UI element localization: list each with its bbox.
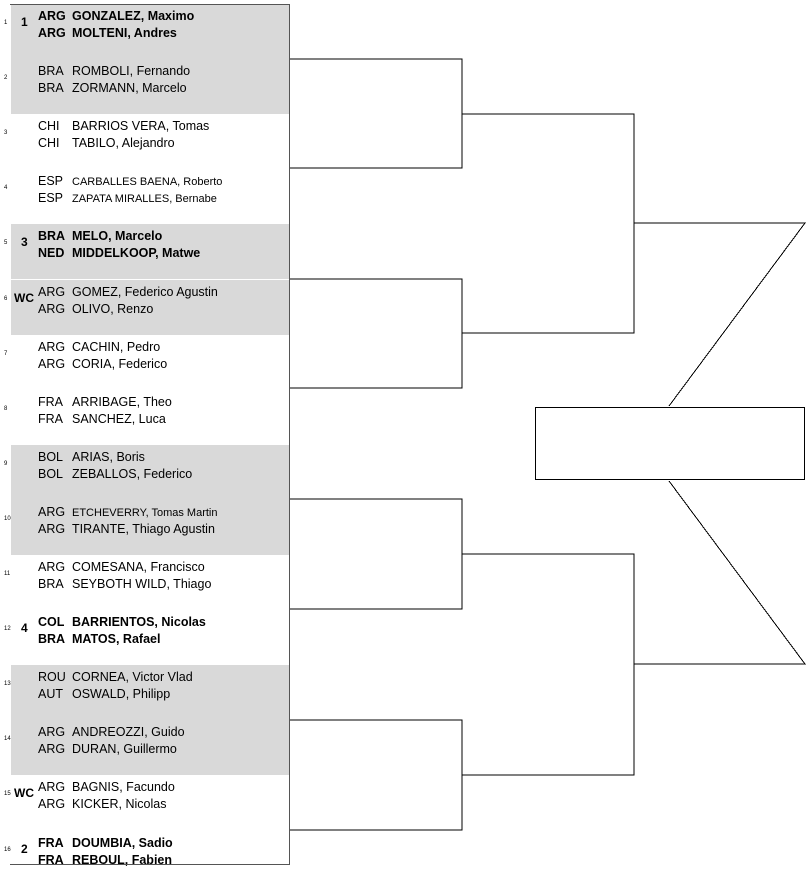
draw-row bbox=[4, 390, 290, 445]
player-line bbox=[38, 228, 162, 244]
player-nationality: ARG bbox=[38, 560, 66, 574]
player-nationality: COL bbox=[38, 615, 65, 630]
player-line bbox=[38, 466, 192, 482]
draw-row bbox=[4, 555, 290, 610]
player-line bbox=[38, 63, 190, 79]
player-line bbox=[38, 245, 200, 261]
player-line bbox=[38, 301, 153, 317]
player-name: MIDDELKOOP, Matwe bbox=[72, 246, 201, 261]
player-name: MELO, Marcelo bbox=[72, 229, 163, 244]
player-name: REBOUL, Fabien bbox=[72, 852, 173, 867]
draw-row bbox=[4, 665, 290, 720]
player-line bbox=[38, 449, 145, 465]
draw-position: 6 bbox=[4, 295, 8, 302]
draw-row bbox=[4, 831, 290, 886]
bracket-connector bbox=[462, 554, 634, 775]
player-name: OLIVO, Renzo bbox=[72, 301, 154, 316]
player-name: ROMBOLI, Fernando bbox=[72, 64, 191, 79]
player-name: SANCHEZ, Luca bbox=[72, 411, 166, 426]
player-nationality: FRA bbox=[38, 394, 63, 409]
player-line bbox=[38, 394, 172, 410]
player-line bbox=[38, 504, 218, 521]
player-name: CARBALLES BAENA, Roberto bbox=[72, 176, 223, 189]
player-line bbox=[38, 559, 205, 575]
draw-row bbox=[4, 169, 290, 224]
player-name: DURAN, Guillermo bbox=[72, 742, 177, 757]
player-nationality: ARG bbox=[38, 284, 66, 299]
player-nationality: ARG bbox=[38, 521, 66, 536]
player-nationality: NED bbox=[38, 246, 65, 261]
player-nationality: ARG bbox=[38, 356, 66, 371]
draw-position: 14 bbox=[4, 736, 11, 743]
draw-row bbox=[4, 114, 290, 169]
player-nationality: ARG bbox=[38, 780, 66, 795]
player-name: MOLTENI, Andres bbox=[72, 26, 177, 40]
player-line bbox=[38, 118, 209, 134]
seed-label: 1 bbox=[21, 15, 28, 29]
player-nationality: CHI bbox=[38, 136, 60, 151]
player-nationality: ARG bbox=[38, 797, 66, 812]
seed-label: WC bbox=[14, 290, 34, 305]
player-line bbox=[38, 411, 166, 427]
player-nationality: ARG bbox=[38, 742, 66, 757]
player-nationality: FRA bbox=[38, 835, 64, 850]
player-nationality: ARG bbox=[38, 339, 66, 354]
seed-label: WC bbox=[14, 786, 34, 801]
draw-row bbox=[4, 59, 290, 114]
draw-row bbox=[4, 500, 290, 555]
player-name: CACHIN, Pedro bbox=[72, 339, 161, 354]
bracket-connector bbox=[634, 481, 805, 664]
player-name: KICKER, Nicolas bbox=[72, 797, 167, 812]
player-name: TIRANTE, Thiago Agustin bbox=[72, 521, 215, 536]
player-line bbox=[38, 614, 206, 630]
bracket-connector bbox=[290, 720, 462, 830]
player-nationality: AUT bbox=[38, 687, 63, 702]
player-nationality: BRA bbox=[38, 229, 66, 244]
bracket-connector bbox=[290, 59, 462, 168]
draw-row bbox=[4, 610, 290, 665]
player-name: CORNEA, Victor Vlad bbox=[72, 670, 193, 685]
bracket-connector bbox=[634, 223, 805, 406]
player-line bbox=[38, 339, 160, 355]
player-line bbox=[38, 25, 177, 41]
player-nationality: BRA bbox=[38, 577, 64, 591]
draw-row bbox=[4, 224, 290, 279]
player-nationality: ARG bbox=[38, 504, 66, 519]
player-line bbox=[38, 631, 160, 647]
bracket-connector bbox=[462, 114, 634, 333]
bracket-connector bbox=[290, 499, 462, 609]
draw-row bbox=[4, 445, 290, 500]
bracket-connector bbox=[290, 279, 462, 388]
draw-row bbox=[4, 280, 290, 335]
player-name: ARIAS, Boris bbox=[72, 449, 145, 464]
draw-position: 5 bbox=[4, 240, 8, 247]
player-line bbox=[38, 576, 211, 592]
player-name: BARRIENTOS, Nicolas bbox=[72, 615, 206, 630]
player-name: DOUMBIA, Sadio bbox=[72, 835, 173, 850]
player-line bbox=[38, 80, 187, 96]
player-nationality: ESP bbox=[38, 174, 64, 189]
draw-position: 9 bbox=[4, 460, 8, 467]
draw-row bbox=[4, 775, 290, 830]
player-name: BAGNIS, Facundo bbox=[72, 780, 175, 795]
player-line bbox=[38, 135, 175, 151]
player-line bbox=[38, 779, 175, 795]
player-nationality: FRA bbox=[38, 852, 64, 867]
draw-position: 1 bbox=[4, 20, 8, 26]
player-nationality: BOL bbox=[38, 466, 64, 481]
player-nationality: BRA bbox=[38, 64, 64, 79]
player-name: COMESANA, Francisco bbox=[72, 560, 205, 574]
player-nationality: ARG bbox=[38, 725, 66, 740]
seed-label: 4 bbox=[21, 621, 28, 636]
player-nationality: ARG bbox=[38, 9, 66, 23]
draw-position: 4 bbox=[4, 185, 8, 192]
draw-position: 12 bbox=[4, 626, 11, 633]
player-name: MATOS, Rafael bbox=[72, 632, 161, 647]
player-line bbox=[38, 173, 222, 190]
champion-box bbox=[535, 407, 805, 480]
player-nationality: BRA bbox=[38, 81, 64, 96]
player-nationality: CHI bbox=[38, 119, 60, 134]
draw-position: 10 bbox=[4, 515, 11, 522]
player-line bbox=[38, 796, 166, 812]
draw-row bbox=[4, 720, 290, 775]
draw-position: 3 bbox=[4, 130, 8, 137]
player-line bbox=[38, 356, 167, 372]
player-nationality: ARG bbox=[38, 26, 66, 40]
player-name: OSWALD, Philipp bbox=[72, 687, 171, 702]
draw-position: 8 bbox=[4, 405, 8, 412]
player-name: ARRIBAGE, Theo bbox=[72, 394, 172, 409]
draw-position: 15 bbox=[4, 791, 11, 798]
player-name: TABILO, Alejandro bbox=[72, 136, 175, 151]
player-line bbox=[38, 835, 173, 851]
draw-position: 16 bbox=[4, 846, 11, 853]
player-name: BARRIOS VERA, Tomas bbox=[72, 119, 210, 134]
player-nationality: ARG bbox=[38, 301, 66, 316]
player-nationality: BOL bbox=[38, 449, 64, 464]
player-line bbox=[38, 741, 177, 757]
draw-position: 11 bbox=[4, 571, 11, 577]
seed-label: 3 bbox=[21, 235, 28, 250]
player-line bbox=[38, 521, 215, 537]
player-name: SEYBOTH WILD, Thiago bbox=[72, 577, 212, 591]
player-name: ZORMANN, Marcelo bbox=[72, 81, 187, 96]
player-line bbox=[38, 8, 194, 24]
player-line bbox=[38, 190, 217, 207]
player-line bbox=[38, 669, 193, 685]
player-name: GOMEZ, Federico Agustin bbox=[72, 284, 218, 299]
player-nationality: ESP bbox=[38, 191, 64, 206]
draw-row bbox=[4, 335, 290, 390]
player-name: ZEBALLOS, Federico bbox=[72, 466, 193, 481]
player-nationality: BRA bbox=[38, 632, 66, 647]
player-nationality: ROU bbox=[38, 670, 66, 685]
draw-position: 7 bbox=[4, 350, 8, 357]
seed-label: 2 bbox=[21, 841, 28, 856]
draw-row bbox=[4, 4, 290, 59]
player-nationality: FRA bbox=[38, 411, 63, 426]
player-line bbox=[38, 852, 172, 868]
player-name: CORIA, Federico bbox=[72, 356, 168, 371]
player-name: GONZALEZ, Maximo bbox=[72, 9, 195, 23]
player-name: ZAPATA MIRALLES, Bernabe bbox=[72, 193, 217, 206]
draw-position: 13 bbox=[4, 681, 11, 688]
player-line bbox=[38, 686, 170, 702]
draw-position: 2 bbox=[4, 75, 8, 82]
player-line bbox=[38, 284, 218, 300]
player-name: ANDREOZZI, Guido bbox=[72, 725, 185, 740]
player-line bbox=[38, 724, 185, 740]
player-name: ETCHEVERRY, Tomas Martin bbox=[72, 506, 218, 519]
